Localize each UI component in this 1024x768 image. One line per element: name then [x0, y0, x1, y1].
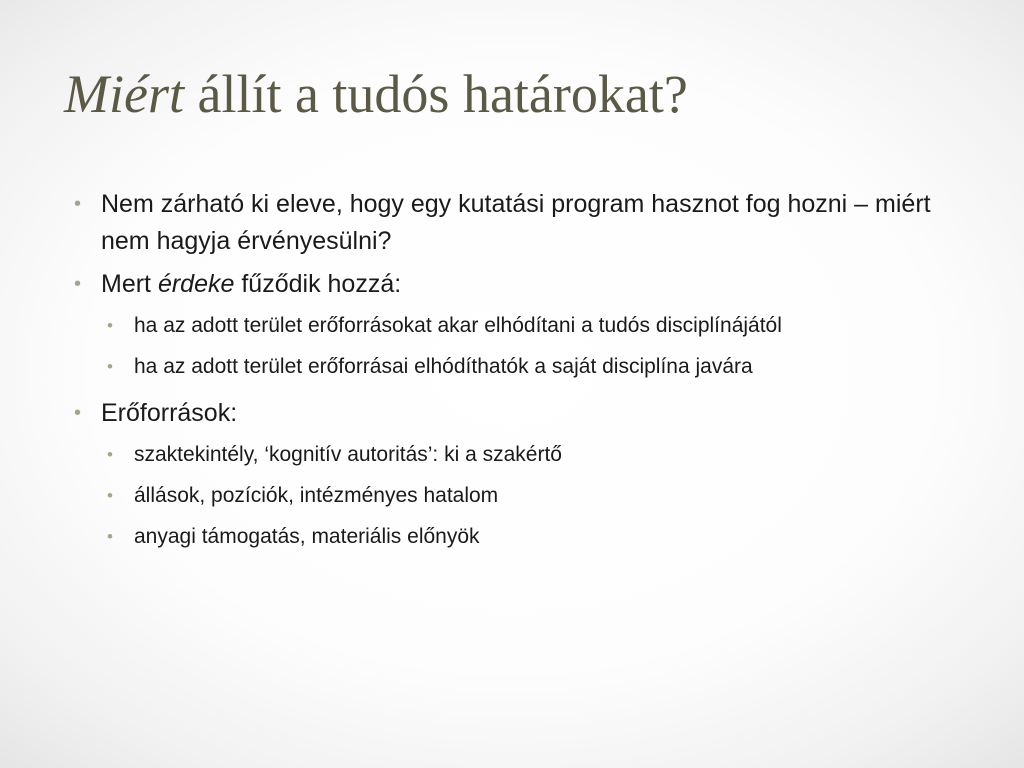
sub-bullet-text: ha az adott terület erőforrásokat akar elhódítani a tudós disciplínájától — [134, 314, 782, 337]
sub-bullet-dot: • — [107, 527, 113, 546]
sub-bullet-text: anyagi támogatás, materiális előnyök — [134, 525, 480, 548]
bullet-list — [74, 186, 934, 561]
slide-title-italic: Miért — [64, 64, 184, 124]
sub-bullet-item-3-1 — [107, 438, 934, 471]
sub-bullet-text: állások, pozíciók, intézményes hatalom — [134, 484, 499, 507]
bullet-text: Nem zárható ki eleve, hogy egy kutatási program hasznot fog hozni – miért nem hagyja érvényesülni? — [101, 190, 931, 255]
bullet-text-after: fűződik hozzá: — [234, 270, 402, 298]
sub-bullet-text: ha az adott terület erőforrásai elhódíthatók a saját disciplína javára — [134, 355, 753, 378]
bullet-text-italic: érdeke — [157, 270, 235, 298]
sub-bullet-item-3-3 — [107, 520, 934, 553]
slide-title — [64, 58, 688, 130]
bullet-item-2 — [74, 266, 934, 303]
sub-bullet-item-2-1 — [107, 309, 934, 342]
bullet-dot: • — [74, 273, 82, 295]
sub-bullet-item-3-2 — [107, 479, 934, 512]
sub-bullet-dot: • — [107, 357, 113, 376]
sub-bullet-dot: • — [107, 316, 113, 335]
sub-bullet-dot: • — [107, 445, 113, 464]
bullet-text: Erőforrások: — [101, 399, 238, 427]
bullet-item-1 — [74, 186, 934, 260]
sub-bullet-dot: • — [107, 486, 113, 505]
bullet-item-3 — [74, 395, 934, 432]
bullet-text-before: Mert — [101, 270, 158, 298]
slide-title-rest: állít a tudós határokat? — [183, 64, 688, 124]
sub-bullet-text: szaktekintély, ‘kognitív autoritás’: ki a szakértő — [134, 443, 562, 466]
bullet-dot: • — [74, 193, 82, 215]
sub-bullet-item-2-2 — [107, 350, 934, 383]
bullet-dot: • — [74, 402, 82, 424]
